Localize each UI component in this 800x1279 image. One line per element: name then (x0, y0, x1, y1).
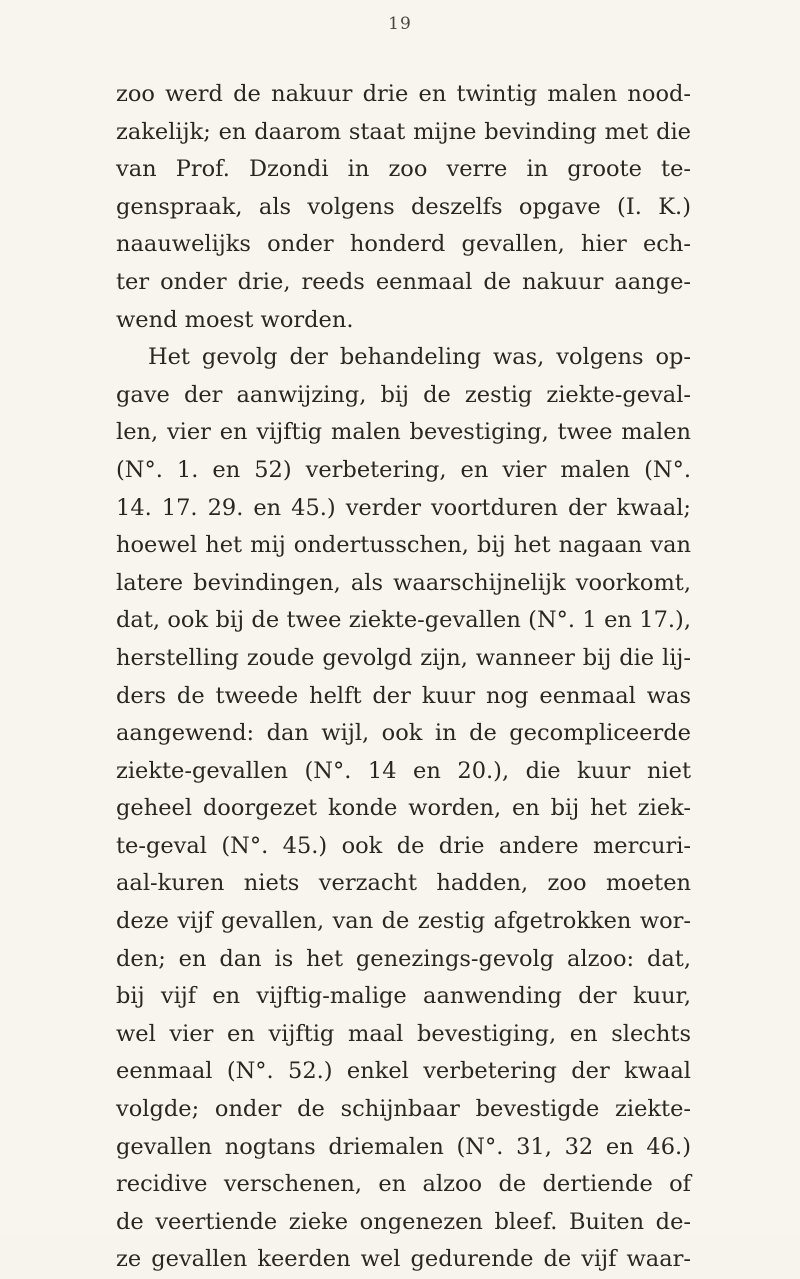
text-line: genspraak, als volgens deszelfs opgave (I. K.) (116, 193, 691, 220)
body-text (116, 76, 691, 1279)
page-number: 19 (388, 14, 412, 34)
text-line: gevallen nogtans driemalen (N°. 31, 32 en 46.) (116, 1133, 691, 1160)
text-line: Het gevolg der behandeling was, volgens op- (148, 344, 691, 371)
text-line: herstelling zoude gevolgd zijn, wanneer bij die lij- (116, 644, 691, 671)
text-line: dat, ook bij de twee ziekte-gevallen (N°. 1 en 17.), (116, 607, 691, 634)
text-line: gave der aanwijzing, bij de zestig ziekte-geval- (116, 381, 691, 408)
text-line: geheel doorgezet konde worden, en bij het ziek- (116, 795, 691, 822)
text-line: te-geval (N°. 45.) ook de drie andere mercuri- (116, 832, 691, 859)
text-line: zoo werd de nakuur drie en twintig malen nood- (116, 81, 691, 107)
text-line: len, vier en vijftig malen bevestiging, twee malen (116, 419, 691, 446)
text-line: wel vier en vijftig maal bevestiging, en slechts (116, 1020, 691, 1047)
text-line: de veertiende zieke ongenezen bleef. Buiten de- (116, 1208, 691, 1235)
text-line: naauwelijks onder honderd gevallen, hier ech- (116, 231, 691, 258)
text-line: hoewel het mij ondertusschen, bij het nagaan van (116, 532, 691, 559)
text-line: wend moest worden. (116, 306, 354, 333)
text-line: volgde; onder de schijnbaar bevestigde ziekte- (116, 1096, 691, 1123)
text-line: van Prof. Dzondi in zoo verre in groote te- (116, 156, 691, 183)
text-line: ziekte-gevallen (N°. 14 en 20.), die kuur niet (116, 757, 691, 784)
text-line: aangewend: dan wijl, ook in de gecompliceerde (116, 720, 691, 747)
text-line: eenmaal (N°. 52.) enkel verbetering der kwaal (116, 1058, 691, 1085)
text-line: aal-kuren niets verzacht hadden, zoo moeten (116, 870, 691, 897)
text-line: zakelijk; en daarom staat mijne bevinding met die (116, 118, 691, 145)
text-line: (N°. 1. en 52) verbetering, en vier malen (N°. (116, 456, 691, 483)
text-line: latere bevindingen, als waarschijnelijk voorkomt, (116, 569, 691, 596)
text-line: 14. 17. 29. en 45.) verder voortduren der kwaal; (116, 494, 691, 521)
text-line: bij vijf en vijftig-malige aanwending der kuur, (116, 983, 691, 1010)
text-line: recidive verschenen, en alzoo de dertiende of (116, 1171, 691, 1198)
text-line: den; en dan is het genezings-gevolg alzoo: dat, (116, 945, 691, 972)
text-line: deze vijf gevallen, van de zestig afgetrokken wor- (116, 908, 691, 935)
text-line: ders de tweede helft der kuur nog eenmaal was (116, 682, 691, 709)
text-line: ter onder drie, reeds eenmaal de nakuur aange- (116, 268, 691, 295)
text-line: ze gevallen keerden wel gedurende de vijf waar- (116, 1246, 691, 1273)
